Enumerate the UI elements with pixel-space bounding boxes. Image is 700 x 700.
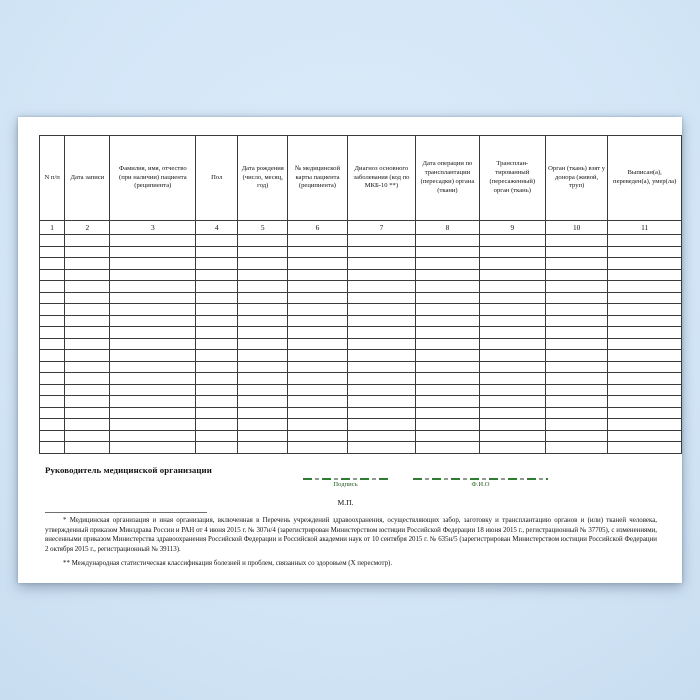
empty-cell [110, 396, 196, 408]
column-number-cell: 10 [545, 221, 607, 235]
footnote-separator [45, 512, 207, 513]
empty-cell [608, 361, 682, 373]
empty-cell [40, 361, 65, 373]
column-number-cell: 2 [65, 221, 110, 235]
empty-cell [288, 315, 347, 327]
empty-cell [65, 442, 110, 454]
column-header: № медицинской карты пациента (реципиента) [288, 136, 347, 221]
column-number-cell: 1 [40, 221, 65, 235]
column-header: Выписан(а), переведен(а), умер(ла) [608, 136, 682, 221]
empty-record-row [40, 304, 682, 316]
empty-record-row [40, 235, 682, 247]
empty-cell [416, 384, 479, 396]
empty-cell [65, 292, 110, 304]
empty-cell [65, 407, 110, 419]
empty-cell [545, 373, 607, 385]
empty-cell [65, 246, 110, 258]
empty-cell [347, 281, 416, 293]
empty-cell [238, 407, 288, 419]
empty-cell [288, 442, 347, 454]
empty-cell [40, 338, 65, 350]
empty-cell [40, 384, 65, 396]
empty-cell [65, 269, 110, 281]
empty-record-row [40, 442, 682, 454]
empty-cell [65, 361, 110, 373]
empty-cell [479, 304, 545, 316]
empty-cell [479, 338, 545, 350]
empty-cell [416, 442, 479, 454]
empty-cell [110, 350, 196, 362]
empty-cell [608, 281, 682, 293]
column-header: Пол [196, 136, 238, 221]
empty-record-row [40, 430, 682, 442]
empty-record-row [40, 419, 682, 431]
empty-cell [110, 315, 196, 327]
empty-cell [65, 315, 110, 327]
empty-cell [416, 396, 479, 408]
empty-cell [545, 442, 607, 454]
empty-cell [40, 235, 65, 247]
empty-cell [479, 419, 545, 431]
empty-cell [110, 384, 196, 396]
empty-record-row [40, 396, 682, 408]
empty-record-row [40, 373, 682, 385]
empty-cell [40, 315, 65, 327]
footnote-2: ** Международная статистическая классификация болезней и проблем, связанных со здоровьем (X пересмотр). [63, 559, 393, 567]
empty-cell [288, 373, 347, 385]
empty-cell [196, 442, 238, 454]
empty-cell [110, 442, 196, 454]
empty-cell [545, 246, 607, 258]
stamp-label: М.П. [337, 498, 354, 507]
empty-cell [347, 292, 416, 304]
empty-cell [288, 407, 347, 419]
empty-cell [288, 235, 347, 247]
empty-cell [416, 304, 479, 316]
empty-record-row [40, 281, 682, 293]
empty-cell [545, 315, 607, 327]
empty-cell [65, 384, 110, 396]
empty-cell [65, 430, 110, 442]
empty-cell [479, 292, 545, 304]
empty-cell [416, 361, 479, 373]
empty-cell [65, 350, 110, 362]
empty-cell [416, 327, 479, 339]
empty-cell [347, 338, 416, 350]
empty-cell [40, 430, 65, 442]
empty-cell [479, 361, 545, 373]
empty-cell [545, 304, 607, 316]
empty-cell [238, 304, 288, 316]
empty-cell [40, 269, 65, 281]
empty-cell [416, 338, 479, 350]
empty-cell [110, 292, 196, 304]
empty-cell [545, 361, 607, 373]
empty-cell [416, 373, 479, 385]
empty-cell [288, 384, 347, 396]
empty-cell [288, 430, 347, 442]
empty-cell [238, 384, 288, 396]
empty-record-row [40, 361, 682, 373]
empty-cell [416, 235, 479, 247]
empty-cell [545, 396, 607, 408]
empty-cell [40, 407, 65, 419]
empty-cell [347, 430, 416, 442]
empty-cell [347, 384, 416, 396]
empty-cell [608, 304, 682, 316]
empty-cell [545, 235, 607, 247]
empty-cell [347, 373, 416, 385]
empty-cell [238, 281, 288, 293]
empty-cell [608, 442, 682, 454]
empty-cell [347, 396, 416, 408]
empty-cell [238, 361, 288, 373]
empty-cell [110, 246, 196, 258]
empty-cell [196, 315, 238, 327]
column-header: Диагноз основного заболевания (код по МКБ-10 **) [347, 136, 416, 221]
column-number-cell: 3 [110, 221, 196, 235]
empty-cell [347, 315, 416, 327]
column-number-row [40, 221, 682, 235]
empty-cell [416, 407, 479, 419]
empty-cell [40, 373, 65, 385]
empty-cell [65, 235, 110, 247]
empty-cell [238, 315, 288, 327]
empty-cell [347, 361, 416, 373]
empty-cell [238, 442, 288, 454]
empty-cell [479, 350, 545, 362]
empty-cell [40, 442, 65, 454]
column-number-cell: 9 [479, 221, 545, 235]
empty-cell [65, 419, 110, 431]
empty-cell [347, 304, 416, 316]
empty-cell [196, 246, 238, 258]
empty-cell [196, 304, 238, 316]
column-header: Дата рождения (число, месяц, год) [238, 136, 288, 221]
empty-cell [288, 281, 347, 293]
empty-cell [40, 281, 65, 293]
empty-cell [479, 258, 545, 270]
empty-cell [40, 258, 65, 270]
empty-cell [40, 419, 65, 431]
empty-cell [347, 269, 416, 281]
column-number-cell: 7 [347, 221, 416, 235]
empty-cell [479, 235, 545, 247]
empty-cell [479, 442, 545, 454]
empty-cell [608, 258, 682, 270]
empty-cell [65, 258, 110, 270]
empty-cell [347, 442, 416, 454]
footnotes [45, 516, 657, 573]
empty-cell [238, 246, 288, 258]
empty-cell [545, 269, 607, 281]
empty-cell [110, 269, 196, 281]
empty-cell [545, 419, 607, 431]
empty-cell [545, 407, 607, 419]
empty-cell [196, 361, 238, 373]
empty-cell [545, 292, 607, 304]
empty-cell [347, 246, 416, 258]
empty-cell [238, 430, 288, 442]
empty-cell [479, 281, 545, 293]
empty-cell [196, 384, 238, 396]
empty-record-row [40, 315, 682, 327]
empty-cell [238, 396, 288, 408]
empty-cell [416, 350, 479, 362]
empty-cell [65, 338, 110, 350]
column-number-cell: 5 [238, 221, 288, 235]
empty-cell [608, 235, 682, 247]
empty-cell [110, 419, 196, 431]
empty-cell [416, 292, 479, 304]
empty-record-row [40, 327, 682, 339]
empty-cell [608, 315, 682, 327]
empty-cell [416, 430, 479, 442]
empty-cell [479, 315, 545, 327]
empty-cell [545, 350, 607, 362]
empty-cell [545, 384, 607, 396]
empty-cell [110, 235, 196, 247]
director-label: Руководитель медицинской организации [45, 465, 212, 475]
empty-cell [196, 373, 238, 385]
empty-cell [110, 281, 196, 293]
empty-cell [196, 327, 238, 339]
empty-cell [65, 304, 110, 316]
empty-record-row [40, 350, 682, 362]
empty-cell [288, 338, 347, 350]
empty-cell [196, 235, 238, 247]
document-page [18, 117, 682, 583]
name-line [413, 478, 548, 480]
column-header: N п/п [40, 136, 65, 221]
empty-record-row [40, 258, 682, 270]
empty-cell [608, 350, 682, 362]
empty-cell [288, 258, 347, 270]
empty-cell [238, 269, 288, 281]
empty-cell [238, 292, 288, 304]
empty-cell [110, 327, 196, 339]
empty-cell [416, 246, 479, 258]
empty-cell [479, 246, 545, 258]
column-header: Дата операции по трансплантации (пересадки) органа (ткани) [416, 136, 479, 221]
empty-cell [288, 292, 347, 304]
empty-cell [65, 373, 110, 385]
empty-cell [479, 373, 545, 385]
empty-cell [479, 269, 545, 281]
empty-cell [479, 327, 545, 339]
empty-cell [608, 384, 682, 396]
empty-cell [347, 419, 416, 431]
empty-cell [416, 258, 479, 270]
empty-cell [196, 396, 238, 408]
empty-cell [288, 361, 347, 373]
empty-cell [110, 338, 196, 350]
empty-record-row [40, 384, 682, 396]
empty-cell [347, 327, 416, 339]
column-header: Фамилия, имя, отчество (при наличии) пациента (реципиента) [110, 136, 196, 221]
empty-cell [110, 361, 196, 373]
empty-cell [479, 407, 545, 419]
signature-caption: Подпись [333, 481, 358, 488]
empty-cell [608, 396, 682, 408]
empty-cell [416, 281, 479, 293]
column-header: Трансплан-тированный (пересаженный) орган (ткань) [479, 136, 545, 221]
empty-cell [40, 304, 65, 316]
empty-cell [238, 338, 288, 350]
empty-cell [545, 430, 607, 442]
column-number-cell: 11 [608, 221, 682, 235]
empty-cell [416, 315, 479, 327]
empty-cell [110, 258, 196, 270]
empty-cell [238, 258, 288, 270]
empty-cell [545, 281, 607, 293]
column-number-cell: 4 [196, 221, 238, 235]
empty-cell [416, 269, 479, 281]
empty-cell [608, 407, 682, 419]
empty-cell [608, 327, 682, 339]
column-number-cell: 6 [288, 221, 347, 235]
empty-cell [196, 258, 238, 270]
empty-cell [608, 373, 682, 385]
empty-cell [545, 327, 607, 339]
empty-cell [110, 430, 196, 442]
empty-cell [40, 246, 65, 258]
empty-cell [110, 304, 196, 316]
empty-cell [65, 281, 110, 293]
empty-cell [545, 258, 607, 270]
empty-cell [196, 430, 238, 442]
empty-cell [288, 396, 347, 408]
empty-cell [196, 419, 238, 431]
empty-cell [608, 338, 682, 350]
column-header: Орган (ткань) взят у донора (живой, труп) [545, 136, 607, 221]
empty-cell [288, 269, 347, 281]
empty-cell [196, 269, 238, 281]
empty-cell [288, 246, 347, 258]
empty-cell [238, 327, 288, 339]
empty-cell [347, 407, 416, 419]
empty-record-row [40, 407, 682, 419]
column-header: Дата записи [65, 136, 110, 221]
empty-cell [196, 407, 238, 419]
empty-cell [196, 281, 238, 293]
empty-cell [288, 419, 347, 431]
empty-cell [40, 292, 65, 304]
empty-cell [40, 350, 65, 362]
empty-cell [288, 327, 347, 339]
empty-record-row [40, 338, 682, 350]
empty-cell [347, 235, 416, 247]
empty-cell [40, 396, 65, 408]
signature-line [303, 478, 388, 480]
empty-cell [608, 430, 682, 442]
table-body [40, 235, 682, 454]
empty-cell [479, 384, 545, 396]
name-caption: Ф.И.О [471, 481, 490, 488]
empty-cell [479, 430, 545, 442]
empty-cell [608, 292, 682, 304]
empty-cell [416, 419, 479, 431]
empty-cell [238, 373, 288, 385]
empty-cell [65, 396, 110, 408]
table-header-row [40, 136, 682, 221]
empty-cell [65, 327, 110, 339]
empty-cell [196, 338, 238, 350]
empty-cell [196, 350, 238, 362]
empty-cell [196, 292, 238, 304]
empty-cell [347, 350, 416, 362]
empty-cell [288, 350, 347, 362]
empty-cell [110, 373, 196, 385]
empty-cell [40, 327, 65, 339]
empty-cell [479, 396, 545, 408]
empty-cell [545, 338, 607, 350]
empty-record-row [40, 246, 682, 258]
empty-cell [238, 419, 288, 431]
empty-cell [238, 350, 288, 362]
empty-cell [238, 235, 288, 247]
empty-record-row [40, 292, 682, 304]
empty-record-row [40, 269, 682, 281]
footnote-1: * Медицинская организация и иная организация, включенная в Перечень учреждений здравоохранения, осуществляющих забор, заготовку и трансплантацию органов и (или) тканей человека, утвержденный приказом Минздрава России и РАН от 4 июня 2015 г. № 307н/4 (зарегистрирован Министерством юстиции Российской Федерации 18 июня 2015 г., регистрационный № 37705), с изменениями, внесенными приказом Министерства здравоохранения Российской Федерации и Российской академии наук от 10 сентября 2015 г. № 635н/5 (зарегистрирован Министерством юстиции Российской Федерации 2 октября 2015 г., регистрационный № 39113). [45, 517, 657, 554]
empty-cell [608, 419, 682, 431]
empty-cell [608, 246, 682, 258]
empty-cell [110, 407, 196, 419]
transplant-register-table [39, 135, 682, 454]
empty-cell [347, 258, 416, 270]
empty-cell [288, 304, 347, 316]
column-number-cell: 8 [416, 221, 479, 235]
empty-cell [608, 269, 682, 281]
